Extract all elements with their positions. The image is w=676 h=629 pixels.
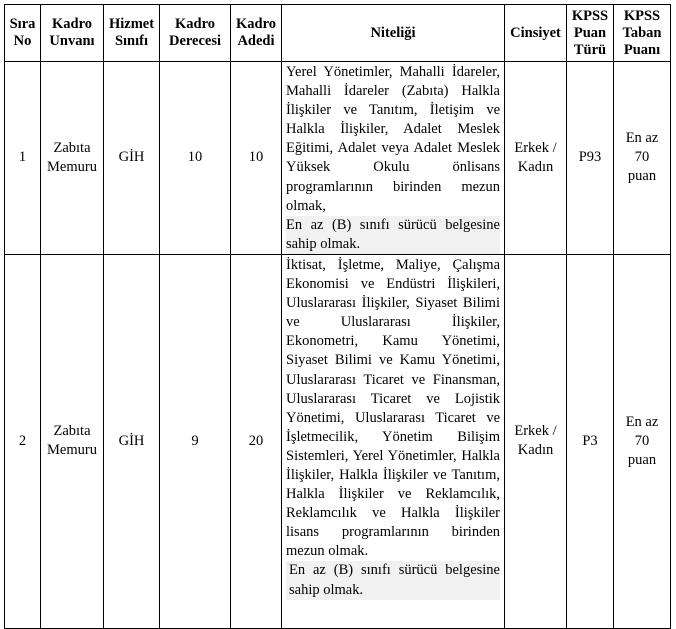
header-kadro-derecesi: Kadro Derecesi [160, 5, 231, 62]
header-hizmet-sinifi: Hizmet Sınıfı [104, 5, 160, 62]
cell-kadro-adedi: 10 [231, 62, 282, 255]
cell-kpss-puan-turu: P93 [567, 62, 614, 255]
cell-hizmet-sinifi: GİH [104, 254, 160, 628]
cell-kadro-unvani: Zabıta Memuru [41, 254, 104, 628]
header-kadro-unvani: Kadro Unvanı [41, 5, 104, 62]
cell-kadro-adedi: 20 [231, 254, 282, 628]
ehliyet-text: En az (B) sınıfı sürücü belgesine sahip olmak. [286, 216, 500, 254]
kadro-table [4, 4, 671, 629]
cell-kadro-derecesi: 9 [160, 254, 231, 628]
cell-kadro-derecesi: 10 [160, 62, 231, 255]
table-row [5, 62, 671, 255]
header-niteligi: Niteliği [282, 5, 505, 62]
header-sira-no: Sıra No [5, 5, 41, 62]
cell-hizmet-sinifi: GİH [104, 62, 160, 255]
cell-kadro-unvani: Zabıta Memuru [41, 62, 104, 255]
cell-cinsiyet: Erkek / Kadın [505, 62, 567, 255]
niteligi-text: Yerel Yönetimler, Mahalli İdareler, Mahalli İdareler (Zabıta) Halkla İlişkiler ve Tanıtım, İletişim ve Halkla İlişkiler, Adalet Meslek Eğitimi, Adalet veya Adalet Meslek Yüksek Okulu önlisans programlarının birinden mezun olmak, [286, 64, 501, 214]
cell-kpss-taban-puani: En az 70 puan [614, 62, 671, 255]
table-row [5, 254, 671, 628]
cell-niteligi [282, 62, 505, 255]
niteligi-text: İktisat, İşletme, Maliye, Çalışma Ekonomisi ve Endüstri İlişkileri, Uluslararası İlişkiler, Siyaset Bilimi ve Uluslararası İlişkiler, Ekonometri, Kamu Yönetimi, Siyaset Bilimi ve Kamu Yönetimi, Uluslararası Ticaret ve Finansman, Uluslararası Ticaret ve Lojistik Yönetimi, Uluslararası Ticaret ve İşletmecilik, Yönetim Bilişim Sistemleri, Yerel Yönetimler, Halkla İlişkiler, Halkla İlişkiler ve Tanıtım, Halkla İlişkiler ve Reklamcılık, Reklamcılık ve Halkla İlişkiler lisans programlarının birinden mezun olmak. [286, 256, 501, 560]
header-kpss-puan-turu: KPSS Puan Türü [567, 5, 614, 62]
cell-cinsiyet: Erkek / Kadın [505, 254, 567, 628]
cell-sira: 2 [5, 254, 41, 628]
header-kpss-taban-puani: KPSS Taban Puanı [614, 5, 671, 62]
ehliyet-text: En az (B) sınıfı sürücü belgesine sahip olmak. [286, 561, 500, 599]
header-row [5, 5, 671, 62]
header-kadro-adedi: Kadro Adedi [231, 5, 282, 62]
cell-sira: 1 [5, 62, 41, 255]
cell-kpss-taban-puani: En az 70 puan [614, 254, 671, 628]
cell-kpss-puan-turu: P3 [567, 254, 614, 628]
cell-niteligi [282, 254, 505, 628]
header-cinsiyet: Cinsiyet [505, 5, 567, 62]
